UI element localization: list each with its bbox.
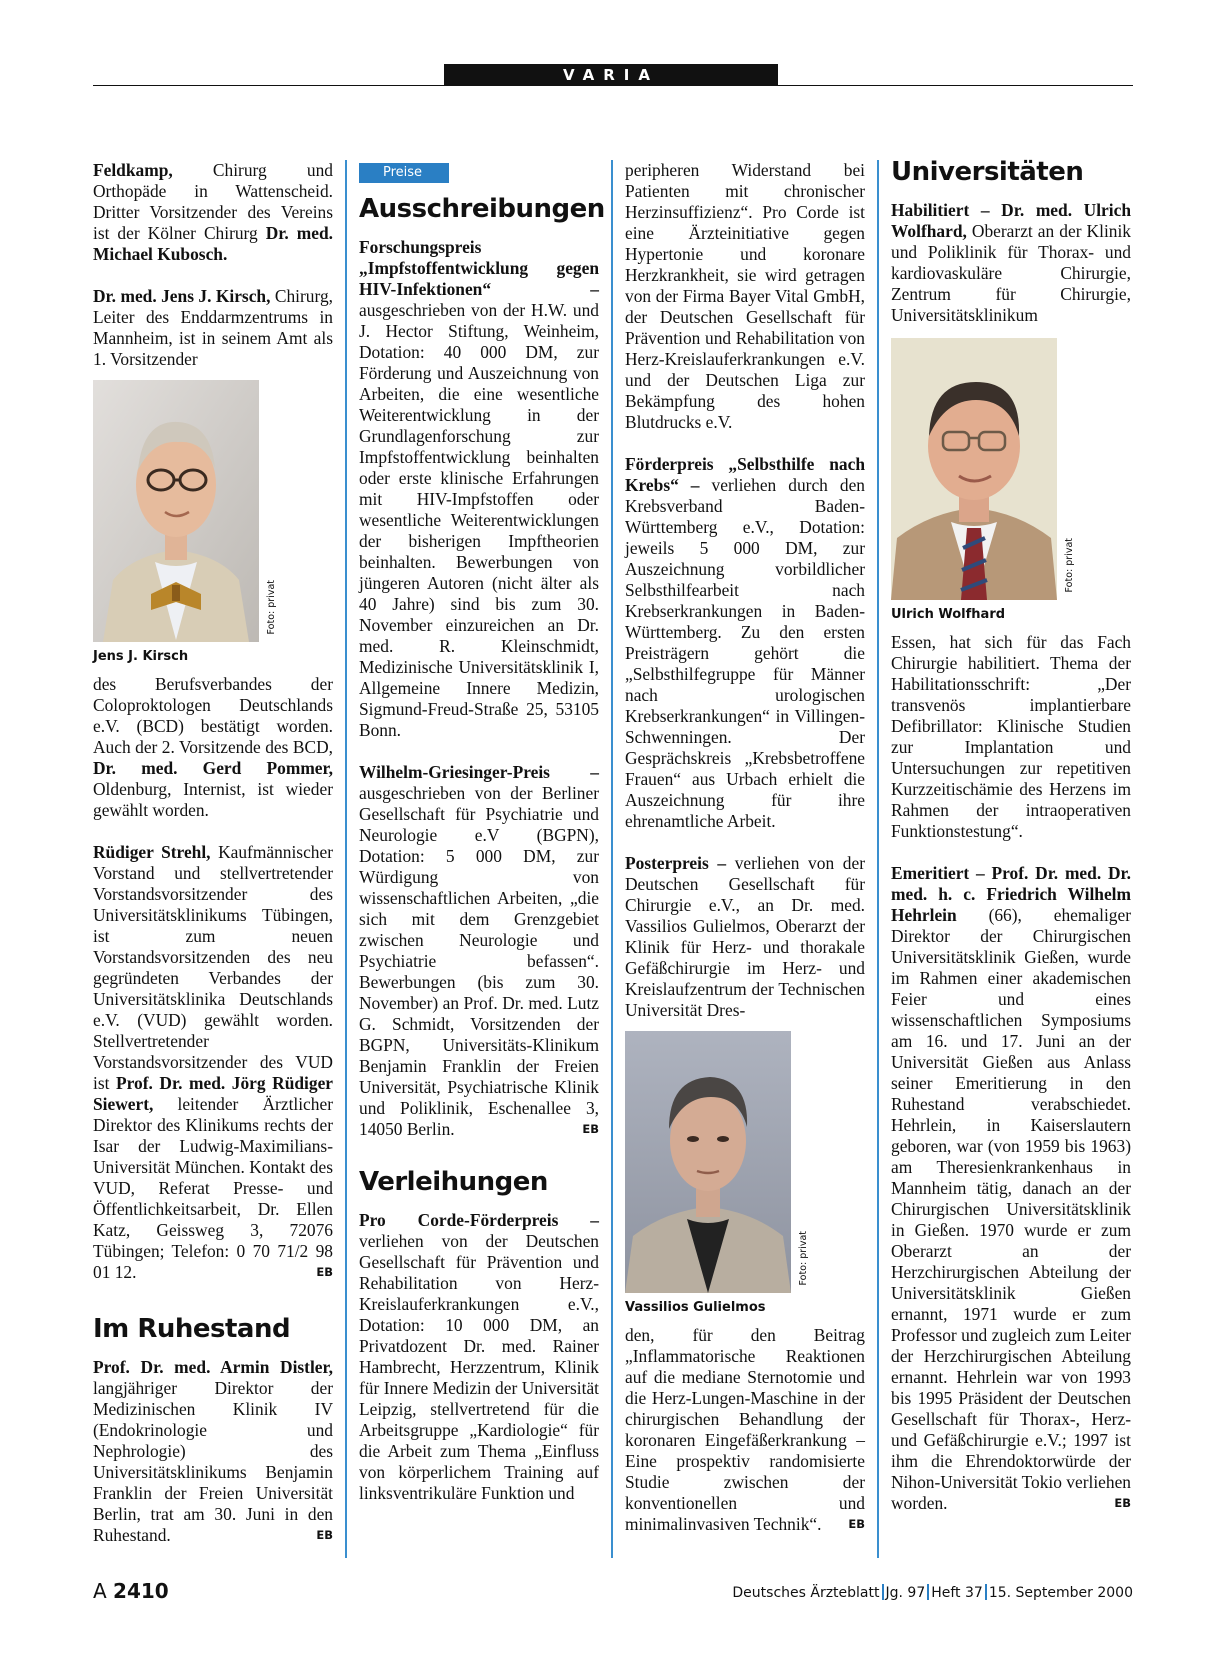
portrait-photo-kirsch	[93, 380, 259, 642]
person-name: Habilitiert – Dr. med. Ulrich Wolfhard,	[891, 200, 1131, 241]
footer-divider	[882, 1584, 884, 1600]
prize-name: Förderpreis „Selbsthilfe nach Krebs“ –	[625, 454, 865, 495]
paragraph-text: Essen, hat sich für das Fach Chirurgie habilitiert. Thema der Habilitationsschrift: „Der transvenös implantierbare Defibrillator: Klinische Studien zur Implantation und Untersuchungen zur repetitiven Kurzzeitischämie des Herzens im Rahmen der intraoperativen Funktionstestung“.	[891, 632, 1131, 841]
paragraph	[625, 1325, 865, 1535]
column-separator	[611, 160, 613, 1558]
paragraph	[93, 1357, 333, 1546]
section-header: VARIA	[444, 64, 778, 86]
paragraph	[625, 160, 865, 433]
author-initials: EB	[316, 1265, 333, 1279]
paragraph-text: Oberarzt an der Klinik und Poliklinik für Thorax- und kardiovaskuläre Chirurgie, Zentrum für Chirurgie, Universitätsklinikum	[891, 221, 1131, 325]
prize-name: Pro Corde-Förderpreis –	[359, 1210, 599, 1230]
paragraph	[891, 863, 1131, 1514]
section-heading: Universitäten	[891, 157, 1084, 187]
journal-name: Deutsches Ärzteblatt	[732, 1585, 880, 1601]
photo-caption: Jens J. Kirsch	[93, 649, 189, 664]
paragraph	[891, 200, 1131, 326]
author-initials: EB	[848, 1517, 865, 1531]
paragraph-text: peripheren Widerstand bei Patienten mit chronischer Herzinsuffizienz“. Pro Corde ist eine Ärzteinitiative gegen Hypertonie und koronare Herzkrankheit, sie wird getragen von der Firma Bayer Vital GmbH, der Deutschen Gesellschaft für Prävention und Rehabilitation von Herz-Kreislauferkrankungen e.V. und der Deutschen Liga zur Bekämpfung des hohen Blutdrucks e.V.	[625, 160, 865, 432]
paragraph-text: Oldenburg, Internist, ist wieder gewählt worden.	[93, 779, 333, 820]
section-heading: Im Ruhestand	[93, 1314, 291, 1344]
paragraph-text: Kaufmännischer Vorstand und stellvertretender Vorstandsvorsitzender des Universitätsklinikums Tübingen, ist zum neuen Vorstandsvorsitzenden des neu gegründeten Verbandes der Universitätsklinika Deutschlands e.V. (VUD) gewählt worden. Stellvertretender Vorstandsvorsitzender des VUD ist	[93, 842, 333, 1093]
paragraph	[625, 853, 865, 1021]
paragraph-text: verliehen von der Deutschen Gesellschaft für Chirurgie e.V., an Dr. med. Vassilios Gulielmos, Oberarzt der Klinik für Herz- und thorakale Gefäßchirurgie im Herz- und Kreislaufzentrum der Technischen Universität Dres-	[625, 853, 865, 1020]
rubric-label: Preise	[359, 163, 449, 183]
paragraph-text: Chirurg und Orthopäde in Wattenscheid. Dritter Vorsitzender des Vereins ist der Kölner Chirurg	[93, 160, 333, 243]
section-heading: Verleihungen	[359, 1167, 548, 1197]
page-number-value: 2410	[113, 1579, 169, 1603]
author-initials: EB	[582, 1122, 599, 1136]
prize-name: Forschungspreis „Impfstoffentwicklung gegen HIV-Infektionen“ –	[359, 237, 599, 299]
person-name: Rüdiger Strehl,	[93, 842, 211, 862]
paragraph-text: ausgeschrieben von der H.W. und J. Hector Stiftung, Weinheim, Dotation: 40 000 DM, zur Förderung und Auszeichnung von Arbeiten, die eine wesentliche Weiterentwicklung in der Grundlagenforschung zur Impfstoffentwicklung beinhalten oder erste klinische Erfahrungen mit HIV-Impfstoffen oder wesentliche Weiterentwicklungen der bisherigen Impftheorien beinhalten. Bewerbungen von jüngeren Autoren (nicht älter als 40 Jahre) sind bis zum 30. November einzureichen an Dr. med. R. Kleinschmidt, Medizinische Universitätsklinik I, Allgemeine Innere Medizin, Sigmund-Freud-Straße 25, 53105 Bonn.	[359, 300, 599, 740]
paragraph	[891, 632, 1131, 842]
person-name: Feldkamp,	[93, 160, 173, 180]
prize-name: Wilhelm-Griesinger-Preis –	[359, 762, 599, 782]
page-prefix: A	[93, 1579, 107, 1603]
portrait-photo-wolfhard	[891, 338, 1057, 600]
person-name: Emeritiert – Prof. Dr. med. Dr. med. h. c. Friedrich Wilhelm Hehrlein	[891, 863, 1131, 925]
photo-credit: Foto: privat	[266, 579, 277, 634]
footer-divider	[985, 1584, 987, 1600]
column-separator	[877, 160, 879, 1558]
section-heading: Ausschreibungen	[359, 194, 605, 224]
journal-date: 15. September 2000	[988, 1585, 1133, 1601]
portrait-figure	[891, 338, 1131, 600]
paragraph-text: langjähriger Direktor der Medizinischen Klinik IV (Endokrinologie und Nephrologie) des Universitätsklinikums Benjamin Franklin der Freien Universität Berlin, trat am 30. Juni in den Ruhestand.	[93, 1378, 333, 1545]
paragraph-text: (66), ehemaliger Direktor der Chirurgischen Universitätsklinik Gießen, wurde im Rahmen einer akademischen Feier und eines wissenschaftlichen Symposiums am 16. und 17. Juni an der Universität Gießen aus Anlass seiner Emeritierung in den Ruhestand verabschiedet. Hehrlein, in Kaiserslautern geboren, war (von 1959 bis 1963) am Theresienkrankenhaus in Mannheim tätig, danach an der Chirurgischen Universitätsklinik in Gießen. 1970 wurde er zum Oberarzt an der Herzchirurgischen Abteilung der Universitätsklinik Gießen ernannt, 1971 wurde er zum Professor und zugleich zum Leiter der Herzchirurgischen Abteilung ernannt. Hehrlein war von 1993 bis 1995 Präsident der Deutschen Gesellschaft für Thorax-, Herz- und Gefäßchirurgie e.V.; 1997 ist ihm die Ehrendoktorwürde der Nihon-Universität Tokio verliehen worden.	[891, 905, 1131, 1513]
portrait-figure	[625, 1031, 865, 1293]
column-2	[359, 160, 605, 1525]
column-3	[625, 160, 865, 1556]
photo-credit: Foto: privat	[798, 1230, 809, 1285]
portrait-photo-gulielmos	[625, 1031, 791, 1293]
author-initials: EB	[316, 1528, 333, 1542]
person-name: Dr. med. Jens J. Kirsch,	[93, 286, 271, 306]
paragraph	[93, 842, 333, 1283]
header-rule	[93, 85, 1133, 86]
paragraph	[93, 160, 333, 265]
column-1	[93, 160, 333, 1567]
column-4	[891, 157, 1131, 1535]
footer-divider	[927, 1584, 929, 1600]
photo-credit: Foto: privat	[1064, 537, 1075, 592]
prize-name: Posterpreis –	[625, 853, 727, 873]
portrait-figure	[93, 380, 333, 642]
paragraph-text: den, für den Beitrag „Inflammatorische Reaktionen auf die mediane Sternotomie und die Herz-Lungen-Maschine in der chirurgischen Behandlung der koronaren Eingefäßerkrankung – Eine prospektiv randomisierte Studie zwischen der konventionellen und minimalinvasiven Technik“.	[625, 1325, 865, 1534]
paragraph-text: ausgeschrieben von der Berliner Gesellschaft für Psychiatrie und Neurologie e.V (BGPN), Dotation: 5 000 DM, zur Würdigung von wissenschaftlichen Arbeiten, „die sich mit dem Grenzgebiet zwischen Neurologie und Psychiatrie befassen“. Bewerbungen (bis zum 30. November) an Prof. Dr. med. Lutz G. Schmidt, Vorsitzenden der BGPN, Universitäts-Klinikum Benjamin Franklin der Freien Universität, Psychiatrische Klinik und Poliklinik, Eschenallee 3, 14050 Berlin.	[359, 783, 599, 1139]
person-name: Prof. Dr. med. Armin Distler,	[93, 1357, 333, 1377]
author-initials: EB	[1114, 1496, 1131, 1510]
photo-caption: Ulrich Wolfhard	[891, 607, 1006, 622]
page-number	[93, 1579, 169, 1603]
paragraph-text: des Berufsverbandes der Coloproktologen Deutschlands e.V. (BCD) bestätigt worden. Auch der 2. Vorsitzende des BCD,	[93, 674, 333, 757]
column-separator	[345, 160, 347, 1558]
person-name: Prof. Dr. med. Jörg Rüdiger Siewert,	[93, 1073, 334, 1114]
person-name: Dr. med. Michael Kubosch.	[93, 223, 333, 264]
paragraph	[359, 1210, 599, 1504]
paragraph	[93, 286, 333, 370]
paragraph	[93, 674, 333, 821]
photo-caption: Vassilios Gulielmos	[625, 1300, 766, 1315]
paragraph	[359, 762, 599, 1140]
paragraph	[359, 237, 599, 741]
paragraph-text: verliehen von der Deutschen Gesellschaft für Prävention und Rehabilitation von Herz-Kreislauferkrankungen e.V., Dotation: 10 000 DM, an Privatdozent Dr. med. Rainer Hambrecht, Herzzentrum, Klinik für Innere Medizin der Universität Leipzig, stellvertretend für die Arbeitsgruppe „Kardiologie“ für die Arbeit zum Thema „Einfluss von körperlichem Training auf linksventrikuläre Funktion und	[359, 1231, 599, 1503]
journal-footer	[732, 1584, 1133, 1601]
journal-volume: Jg. 97	[885, 1585, 926, 1601]
paragraph-text: verliehen durch den Krebsverband Baden-Württemberg e.V., Dotation: jeweils 5 000 DM, zur Auszeichnung vorbildlicher Selbsthilfearbeit nach Krebserkrankungen in Baden-Württemberg. Zu den ersten Preisträgern gehört die „Selbsthilfegruppe für Männer nach urologischen Krebserkrankungen“ in Villingen-Schwenningen. Der Gesprächskreis „Krebsbetroffene Frauen“ aus Urbach erhielt die Auszeichnung für ihre ehrenamtliche Arbeit.	[625, 475, 865, 831]
person-name: Dr. med. Gerd Pommer,	[93, 758, 333, 778]
paragraph	[625, 454, 865, 832]
journal-issue: Heft 37	[931, 1585, 983, 1601]
paragraph-text: Chirurg, Leiter des Enddarmzentrums in Mannheim, ist in seinem Amt als 1. Vorsitzender	[93, 286, 333, 369]
paragraph-text: leitender Ärztlicher Direktor des Klinikums rechts der Isar der Ludwig-Maximilians-Universität München. Kontakt des VUD, Referat Presse- und Öffentlichkeitsarbeit, Dr. Ellen Katz, Geissweg 3, 72076 Tübingen; Telefon: 0 70 71/2 98 01 12.	[93, 1094, 333, 1282]
